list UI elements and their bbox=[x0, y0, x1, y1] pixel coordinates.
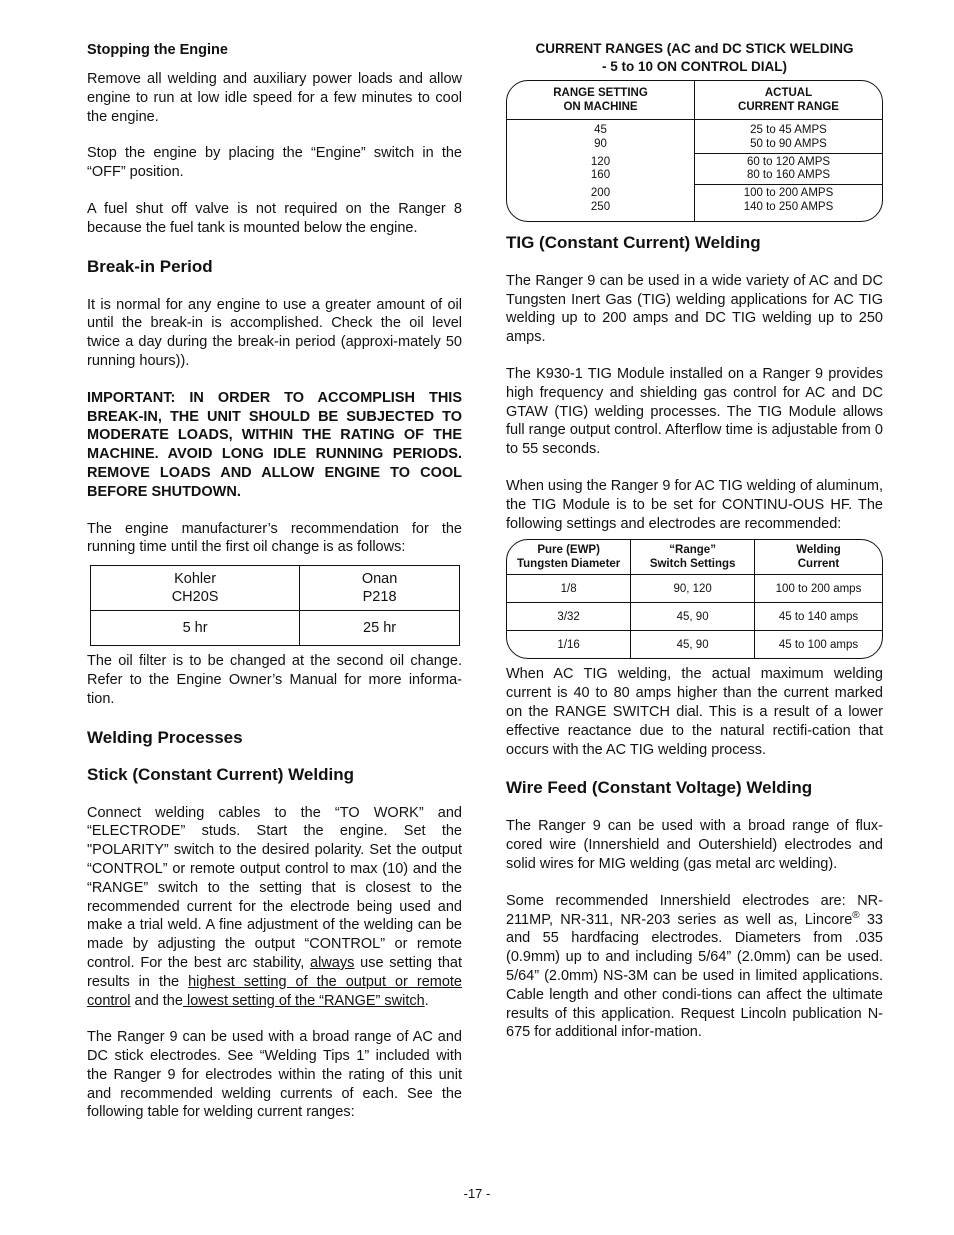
tig-paragraph-3: When using the Ranger 9 for AC TIG welding of aluminum, the TIG Module is to be set for CONTINU-OUS HF. The following settings and electrodes are recommended: bbox=[506, 477, 883, 532]
stick-p1-text-b: use setting that results in the bbox=[87, 954, 463, 990]
engine-table-kohler-model: CH20S bbox=[171, 589, 219, 606]
right-column bbox=[506, 40, 883, 1042]
oil-filter-paragraph: The oil filter is to be changed at the second oil change. Refer to the Engine Owner’s Manual for more informa-tion. bbox=[87, 653, 462, 707]
setting-160: 160 bbox=[590, 169, 611, 182]
stick-paragraph-2: The Ranger 9 can be used with a broad range of AC and DC stick electrodes. See “Welding Tips 1” included with the Ranger 9 for electrodes within the rating of this unit and recommended welding currents of each. See the following table for welding current ranges: bbox=[87, 1029, 462, 1121]
stopping-paragraph-3: A fuel shut off valve is not required on the Ranger 8 because the fuel tank is mounted below the engine. bbox=[87, 200, 462, 236]
wire-feed-heading: Wire Feed (Constant Voltage) Welding bbox=[506, 778, 813, 798]
wire-feed-paragraph-2 bbox=[506, 892, 883, 1042]
range-90: 50 to 90 AMPS bbox=[750, 137, 827, 150]
wire-p2-text-b: 33 and 55 hardfacing electrodes. Diameters from .035 (0.9mm) up to and including 5/64” (2.0mm) can be used. 5/64” (2.0mm) NS-3M can be used in limited applications. Cable length and other condi-tions can affect the ultimate results of this application. Request Lincoln publication N-675 for additional infor-mation. bbox=[506, 911, 883, 1041]
engine-table-onan-hours: 25 hr bbox=[300, 611, 460, 646]
range-120: 60 to 120 AMPS bbox=[746, 155, 831, 168]
table-cell-setting bbox=[507, 120, 695, 154]
registered-mark: ® bbox=[852, 909, 860, 921]
table-cell-range bbox=[695, 185, 883, 221]
welding-processes-heading: Welding Processes bbox=[87, 727, 243, 747]
engine-table-onan-model: P218 bbox=[362, 589, 397, 606]
tig-header-settings-line-2: Switch Settings bbox=[649, 558, 736, 571]
tig-paragraph-2: The K930-1 TIG Module installed on a Ranger 9 provides high frequency and shielding gas control for AC and DC GTAW (TIG) welding processes. The TIG Module allows full range output control. Afterflow time is adjustable from 0 to 55 seconds. bbox=[506, 365, 883, 458]
current-ranges-title-line-2: - 5 to 10 ON CONTROL DIAL) bbox=[601, 59, 787, 74]
tig-header-current bbox=[755, 540, 883, 575]
engine-table-kohler-brand: Kohler bbox=[174, 571, 217, 588]
stick-paragraph-1 bbox=[87, 804, 462, 1011]
break-in-important-notice: IMPORTANT: IN ORDER TO ACCOMPLISH THIS BREAK-IN, THE UNIT SHOULD BE SUBJECTED TO MODERATE LOADS, WITHIN THE RATING OF THE MACHINE. AVOID LONG IDLE RUNNING PERIODS. REMOVE LOADS AND ALLOW ENGINE TO COOL BEFORE SHUTDOWN. bbox=[87, 389, 462, 500]
tig-cell-settings: 45, 90 bbox=[631, 603, 755, 631]
current-ranges-table bbox=[506, 80, 883, 222]
stick-p1-underline-always: always bbox=[310, 954, 355, 971]
current-ranges-header-actual bbox=[695, 81, 883, 120]
wire-feed-paragraph-1: The Ranger 9 can be used with a broad range of flux-cored wire (Innershield and Outershield) electrodes and solid wires for MIG welding (gas metal arc welding). bbox=[506, 818, 883, 872]
tig-cell-settings: 90, 120 bbox=[631, 575, 755, 603]
tig-settings-table bbox=[506, 539, 883, 659]
break-in-paragraph-2: The engine manufacturer’s recommendation for the running time until the first oil change is as follows: bbox=[87, 520, 462, 556]
current-ranges-header-setting-line-2: ON MACHINE bbox=[563, 101, 638, 113]
tig-cell-settings: 45, 90 bbox=[631, 631, 755, 659]
stick-welding-heading: Stick (Constant Current) Welding bbox=[87, 764, 354, 784]
setting-250: 250 bbox=[590, 200, 611, 213]
stick-p1-text-a: Connect welding cables to the “TO WORK” and “ELECTRODE” studs. Start the engine. Set the "POLARITY” switch to the desired polarity. Set the output “CONTROL” or remote output control to max (10) and the “RANGE” switch to the setting that is closest to the recommended current for the electrode being used and make a trial weld. A fine adjustment of the welding can be made by adjusting the output “CONTROL” or remote control. For the best arc stability, bbox=[87, 804, 462, 971]
engine-table-kohler-header bbox=[91, 566, 300, 611]
stopping-engine-heading: Stopping the Engine bbox=[87, 42, 228, 58]
tig-paragraph-4: When AC TIG welding, the actual maximum welding current is 40 to 80 amps higher than the current marked on the RANGE SWITCH dial. This is a result of a lower effective reactance due to the natural rectifi-cation that occurs with the AC TIG welding process. bbox=[506, 666, 883, 758]
tig-header-diameter-line-1: Pure (EWP) bbox=[537, 544, 600, 557]
engine-table-kohler-hours: 5 hr bbox=[91, 611, 300, 646]
stopping-paragraph-1: Remove all welding and auxiliary power loads and allow engine to run at low idle speed for a few minutes to cool the engine. bbox=[87, 71, 462, 125]
range-160: 80 to 160 AMPS bbox=[746, 169, 831, 182]
stick-p1-text-d: . bbox=[424, 992, 429, 1009]
table-row bbox=[507, 575, 882, 603]
table-cell-range bbox=[695, 120, 883, 154]
tig-cell-current: 45 to 100 amps bbox=[755, 631, 883, 659]
left-column bbox=[87, 40, 462, 1122]
tig-cell-diameter: 1/8 bbox=[507, 575, 631, 603]
setting-200: 200 bbox=[590, 186, 611, 199]
stopping-paragraph-2: Stop the engine by placing the “Engine” switch in the “OFF” position. bbox=[87, 145, 462, 181]
tig-cell-current: 100 to 200 amps bbox=[755, 575, 883, 603]
tig-welding-heading: TIG (Constant Current) Welding bbox=[506, 232, 761, 252]
setting-90: 90 bbox=[594, 138, 607, 151]
stick-p1-text-c: and the bbox=[130, 992, 183, 1009]
current-ranges-title-line-1: CURRENT RANGES (AC and DC STICK WELDING bbox=[535, 41, 854, 56]
range-45: 25 to 45 AMPS bbox=[750, 124, 827, 136]
table-cell-setting bbox=[507, 153, 695, 185]
tig-header-settings-line-1: “Range” bbox=[669, 544, 716, 557]
break-in-paragraph-1: It is normal for any engine to use a greater amount of oil until the break-in is accomplished. Check the oil level twice a day during the break-in period (approxi-mately 50 running hours)). bbox=[87, 296, 462, 369]
tig-header-current-line-2: Current bbox=[797, 558, 840, 571]
range-250: 140 to 250 AMPS bbox=[743, 200, 834, 213]
current-ranges-header-actual-line-1: ACTUAL bbox=[764, 87, 813, 99]
tig-header-current-line-1: Welding bbox=[796, 544, 841, 557]
tig-cell-diameter: 1/16 bbox=[557, 638, 580, 651]
stick-p1-underline-highest: highest setting of the output or remote control bbox=[87, 973, 462, 1009]
break-in-heading: Break-in Period bbox=[87, 256, 213, 276]
table-cell-setting bbox=[507, 185, 695, 221]
table-cell-range bbox=[695, 153, 883, 185]
table-row bbox=[507, 603, 882, 631]
table-row bbox=[507, 631, 882, 659]
engine-table-onan-header bbox=[300, 566, 460, 611]
setting-120: 120 bbox=[590, 155, 611, 168]
tig-header-diameter-line-2: Tungsten Diameter bbox=[516, 558, 621, 571]
engine-oil-change-table bbox=[90, 565, 460, 646]
tig-paragraph-1: The Ranger 9 can be used in a wide variety of AC and DC Tungsten Inert Gas (TIG) welding applications for AC TIG welding up to 200 amps and DC TIG welding up to 250 amps. bbox=[506, 272, 883, 346]
tig-header-diameter bbox=[507, 540, 631, 575]
stick-p1-underline-lowest: lowest setting of the “RANGE” switch bbox=[182, 992, 425, 1009]
engine-table-onan-brand: Onan bbox=[361, 571, 398, 588]
wire-p2-text-a: Some recommended Innershield electrodes are: NR-211MP, NR-311, NR-203 series as well as, Lincore bbox=[506, 892, 883, 928]
setting-45: 45 bbox=[594, 124, 607, 137]
current-ranges-header-actual-line-2: CURRENT RANGE bbox=[738, 101, 839, 113]
current-ranges-header-setting-line-1: RANGE SETTING bbox=[553, 87, 648, 99]
tig-header-settings bbox=[631, 540, 755, 575]
tig-cell-diameter: 3/32 bbox=[507, 603, 631, 631]
page-number: -17 - bbox=[463, 1186, 491, 1201]
current-ranges-header-setting bbox=[507, 81, 695, 120]
tig-cell-current: 45 to 140 amps bbox=[755, 603, 883, 631]
current-ranges-title bbox=[506, 40, 883, 76]
range-200: 100 to 200 AMPS bbox=[743, 187, 834, 200]
